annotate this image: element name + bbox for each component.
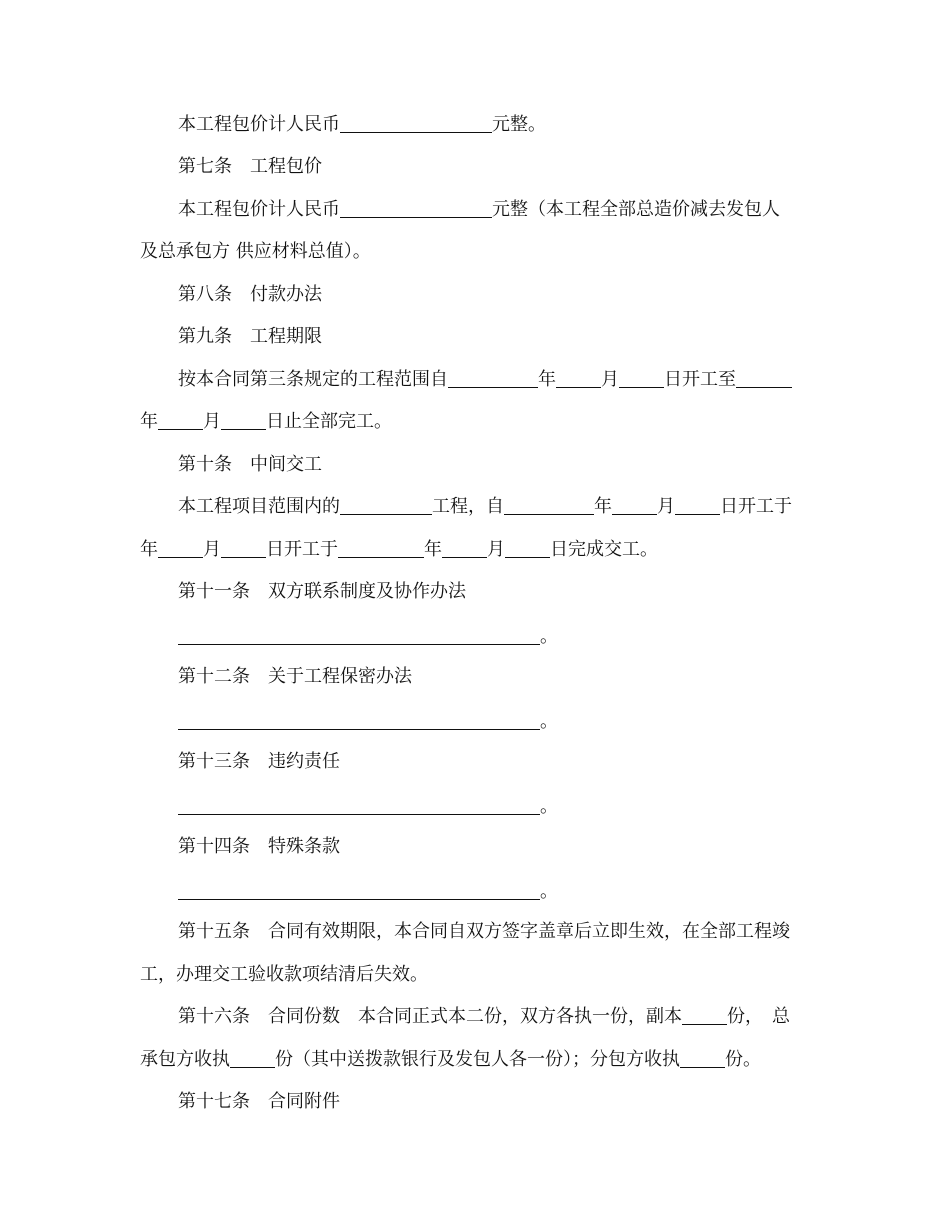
text: 年 — [538, 369, 556, 390]
fill-blank — [158, 411, 203, 430]
article-11-blank-line — [178, 626, 558, 648]
article-15-cont: 工，办理交工验收款项结清后失效。 — [140, 964, 428, 985]
article-7-heading: 第七条 工程包价 — [178, 156, 322, 177]
fill-blank — [221, 411, 266, 430]
text: 工程，自 — [432, 496, 504, 517]
text: 本工程包价计人民币 — [178, 114, 340, 135]
text: 本工程包价计人民币 — [178, 199, 340, 220]
text: 份， 总 — [727, 1006, 790, 1027]
text: 本工程项目范围内的 — [178, 496, 340, 517]
article-8-heading: 第八条 付款办法 — [178, 284, 322, 305]
fill-blank — [675, 496, 720, 515]
article-16 — [178, 1006, 790, 1028]
text: 日止全部完工。 — [266, 411, 392, 432]
fill-blank — [178, 711, 540, 730]
text: 元整（本工程全部总造价减去发包人 — [492, 199, 780, 220]
paragraph-interim-handover — [178, 496, 792, 518]
text: 年 — [424, 539, 442, 560]
fill-blank — [158, 539, 203, 558]
fill-blank — [504, 496, 594, 515]
fill-blank — [221, 539, 266, 558]
text: 月 — [487, 539, 505, 560]
article-11-heading: 第十一条 双方联系制度及协作办法 — [178, 581, 466, 602]
fill-blank — [680, 1049, 725, 1068]
fill-blank — [340, 199, 492, 218]
paragraph-package-price-2-cont: 及总承包方 供应材料总值）。 — [140, 241, 371, 262]
fill-blank — [505, 539, 550, 558]
text: 承包方收执 — [140, 1049, 230, 1070]
text: 。 — [540, 796, 558, 817]
text: 年 — [140, 411, 158, 432]
fill-blank — [682, 1006, 727, 1025]
paragraph-package-price — [178, 114, 546, 136]
fill-blank — [448, 369, 538, 388]
fill-blank — [619, 369, 664, 388]
article-12-heading: 第十二条 关于工程保密办法 — [178, 666, 412, 687]
paragraph-duration-cont — [140, 411, 392, 433]
article-12-blank-line — [178, 711, 558, 733]
article-13-heading: 第十三条 违约责任 — [178, 751, 340, 772]
fill-blank — [612, 496, 657, 515]
article-13-blank-line — [178, 796, 558, 818]
text: 月 — [203, 411, 221, 432]
fill-blank — [178, 796, 540, 815]
text: 日开工于 — [266, 539, 338, 560]
text: 月 — [203, 539, 221, 560]
text: 份。 — [725, 1049, 761, 1070]
paragraph-interim-handover-cont — [140, 539, 658, 561]
fill-blank — [340, 114, 492, 133]
text: 。 — [540, 626, 558, 647]
text: 按本合同第三条规定的工程范围自 — [178, 369, 448, 390]
article-15: 第十五条 合同有效期限，本合同自双方签字盖章后立即生效，在全部工程竣 — [178, 921, 790, 942]
paragraph-package-price-2 — [178, 199, 780, 221]
text: 月 — [601, 369, 619, 390]
text: 日完成交工。 — [550, 539, 658, 560]
text: 。 — [540, 711, 558, 732]
fill-blank — [736, 369, 792, 388]
article-14-blank-line — [178, 881, 558, 903]
text: 日开工至 — [664, 369, 736, 390]
text: 年 — [140, 539, 158, 560]
article-16-cont — [140, 1049, 761, 1071]
article-9-heading: 第九条 工程期限 — [178, 326, 322, 347]
text: 元整。 — [492, 114, 546, 135]
text: 月 — [657, 496, 675, 517]
fill-blank — [178, 626, 540, 645]
paragraph-duration — [178, 369, 792, 391]
fill-blank — [340, 496, 432, 515]
text: 日开工于 — [720, 496, 792, 517]
fill-blank — [556, 369, 601, 388]
fill-blank — [178, 881, 540, 900]
article-10-heading: 第十条 中间交工 — [178, 454, 322, 475]
text: 份（其中送拨款银行及发包人各一份）；分包方收执 — [275, 1049, 680, 1070]
fill-blank — [442, 539, 487, 558]
text: 第十六条 合同份数 本合同正式本二份，双方各执一份，副本 — [178, 1006, 682, 1027]
fill-blank — [338, 539, 424, 558]
fill-blank — [230, 1049, 275, 1068]
text: 年 — [594, 496, 612, 517]
article-17-heading: 第十七条 合同附件 — [178, 1091, 340, 1112]
article-14-heading: 第十四条 特殊条款 — [178, 836, 340, 857]
text: 。 — [540, 881, 558, 902]
